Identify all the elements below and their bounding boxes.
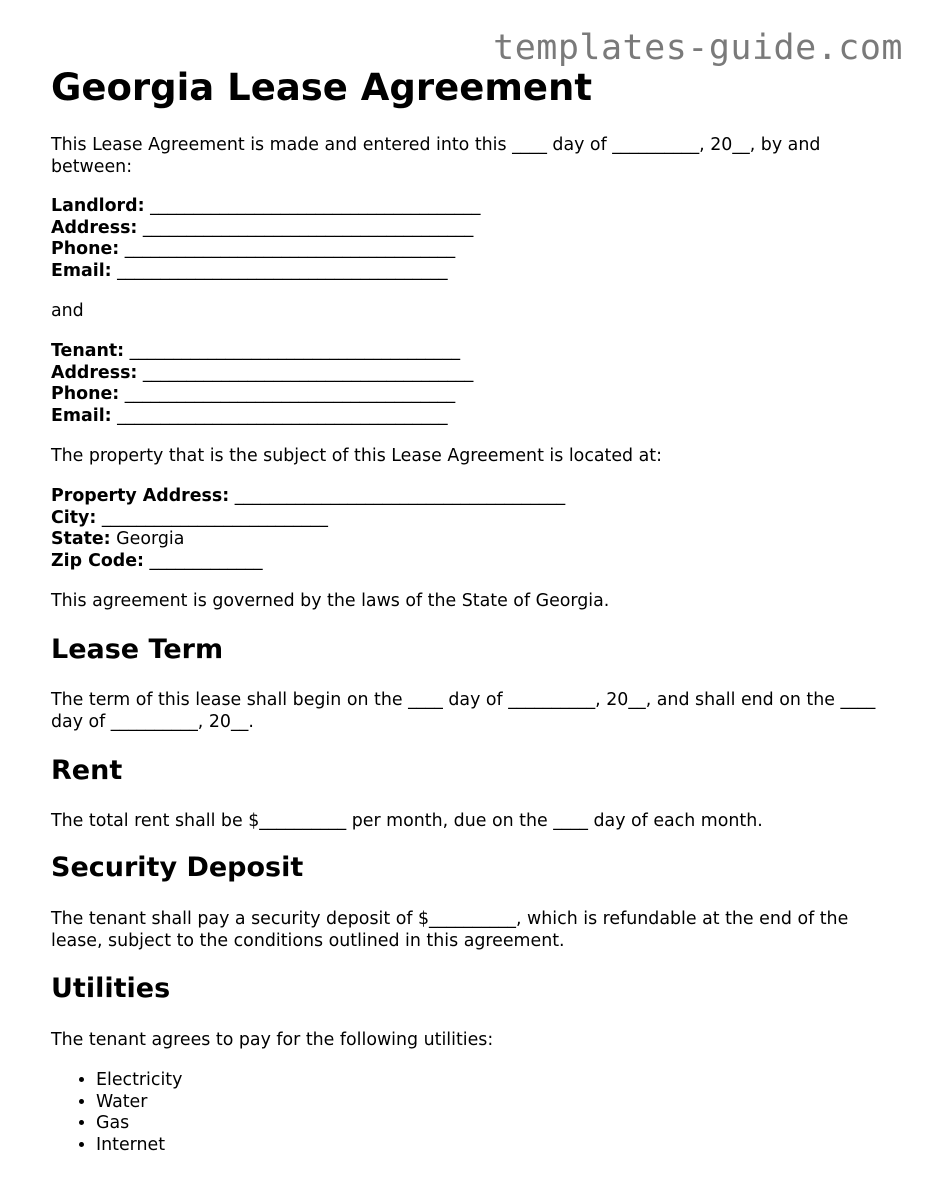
- lease-term-heading: Lease Term: [51, 634, 224, 665]
- tenant-name-field: [51, 341, 881, 363]
- governing-law: This agreement is governed by the laws of the State of Georgia.: [51, 591, 610, 611]
- tenant-address-blank: ______________________________________: [142, 362, 474, 383]
- tenant-email-field: [51, 406, 881, 428]
- list-item: • Water: [96, 1092, 926, 1114]
- landlord-name-label: Landlord:: [51, 196, 145, 216]
- tenant-phone-field: [51, 384, 881, 406]
- tenant-name-blank: ______________________________________: [129, 341, 461, 361]
- property-address-blank: ______________________________________: [234, 486, 566, 506]
- property-address-label: Property Address:: [51, 486, 230, 506]
- and-text: and: [51, 301, 84, 321]
- tenant-phone-label: Phone:: [51, 384, 120, 405]
- watermark: templates-guide.com: [493, 28, 903, 68]
- tenant-phone-blank: ______________________________________: [124, 384, 456, 405]
- property-intro: The property that is the subject of this Lease Agreement is located at:: [51, 446, 662, 466]
- tenant-name-label: Tenant:: [51, 341, 125, 361]
- property-block: [51, 486, 881, 573]
- property-zip-field: [51, 551, 881, 573]
- property-address-field: [51, 486, 881, 508]
- property-zip-blank: _____________: [149, 551, 263, 572]
- tenant-address-field: [51, 363, 881, 385]
- landlord-email-blank: ______________________________________: [117, 261, 448, 282]
- property-state-label: State:: [51, 529, 111, 550]
- tenant-address-label: Address:: [51, 362, 138, 383]
- tenant-block: [51, 341, 881, 428]
- utilities-list: [51, 1070, 926, 1157]
- list-item: • Gas: [96, 1113, 926, 1135]
- landlord-address-field: [51, 218, 881, 240]
- landlord-email-field: [51, 261, 881, 283]
- lease-term-text: The term of this lease shall begin on the ____ day of __________, 20__, and shall end on the ____ day of __________, 20__.: [51, 690, 876, 732]
- property-city-label: City:: [51, 507, 97, 528]
- utilities-heading: Utilities: [51, 973, 171, 1004]
- security-deposit-text: The tenant shall pay a security deposit of $__________, which is refundable at the end of the lease, subject to the conditions outlined in this agreement.: [51, 909, 849, 951]
- property-city-field: [51, 508, 881, 530]
- rent-heading: Rent: [51, 755, 123, 786]
- utilities-intro: The tenant agrees to pay for the following utilities:: [51, 1030, 494, 1050]
- list-item: • Internet: [96, 1135, 926, 1157]
- property-state-field: [51, 529, 881, 551]
- page-title: Georgia Lease Agreement: [51, 66, 593, 109]
- landlord-phone-label: Phone:: [51, 239, 120, 260]
- landlord-address-label: Address:: [51, 217, 138, 238]
- landlord-email-label: Email:: [51, 261, 112, 282]
- property-state-value: Georgia: [116, 529, 185, 550]
- tenant-email-label: Email:: [51, 406, 112, 427]
- list-item: • Electricity: [96, 1070, 926, 1092]
- intro-paragraph: This Lease Agreement is made and entered into this ____ day of __________, 20__, by and between:: [51, 135, 821, 177]
- landlord-name-field: [51, 196, 881, 218]
- property-zip-label: Zip Code:: [51, 551, 144, 572]
- landlord-phone-field: [51, 239, 881, 261]
- landlord-phone-blank: ______________________________________: [124, 239, 456, 260]
- rent-text: The total rent shall be $__________ per month, due on the ____ day of each month.: [51, 811, 763, 831]
- landlord-address-blank: ______________________________________: [142, 217, 474, 238]
- tenant-email-blank: ______________________________________: [117, 406, 448, 427]
- property-city-blank: __________________________: [101, 507, 328, 528]
- landlord-name-blank: ______________________________________: [150, 196, 481, 216]
- security-deposit-heading: Security Deposit: [51, 852, 304, 883]
- landlord-block: [51, 196, 881, 283]
